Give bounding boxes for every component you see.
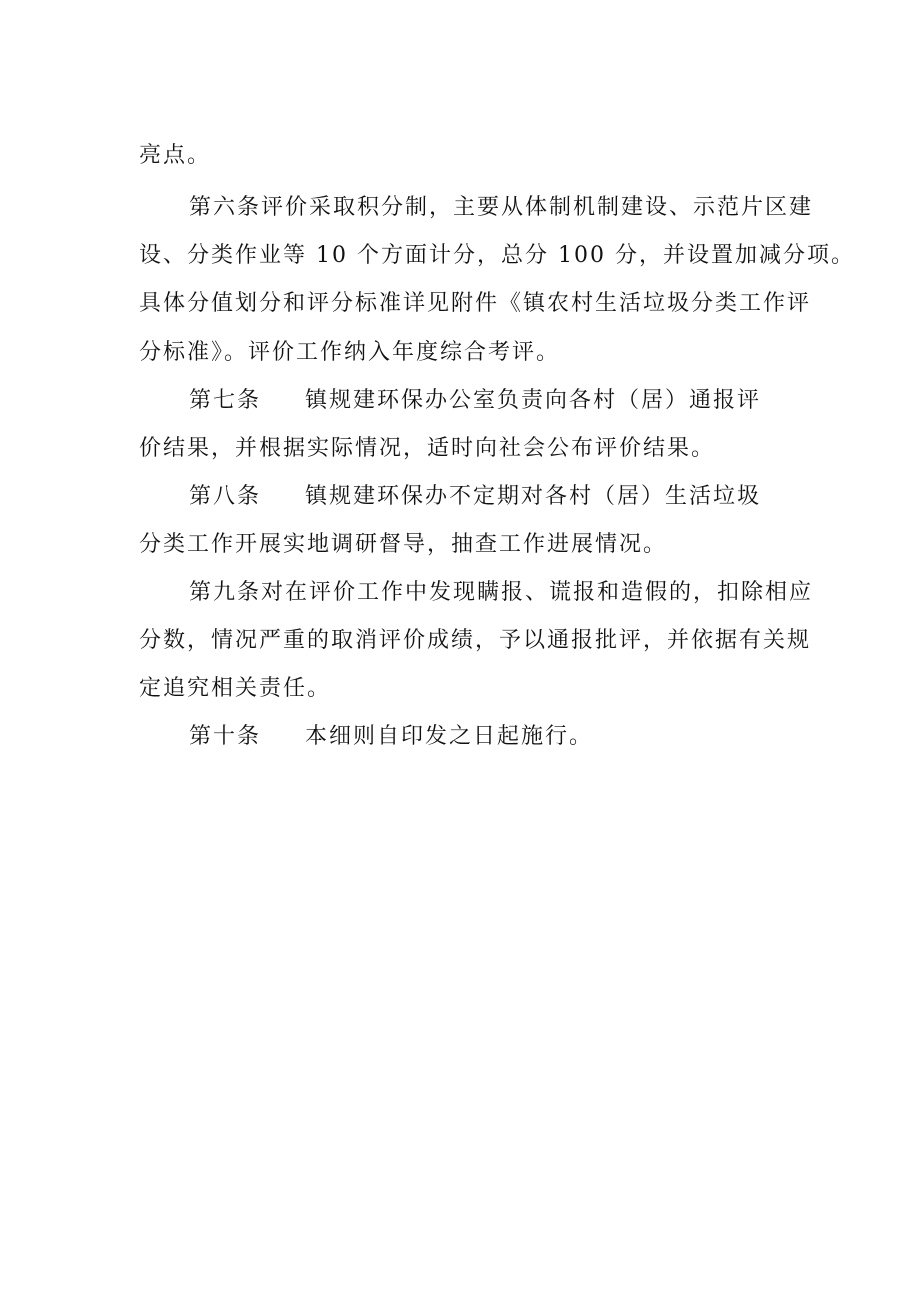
article-7-text: 镇规建环保办公室负责向各村（居）通报评 (305, 388, 762, 413)
article-7-line-2: 价结果，并根据实际情况，适时向社会公布评价结果。 (139, 436, 716, 461)
article-9-line-1: 第九条对在评价工作中发现瞒报、谎报和造假的，扣除相应 (189, 580, 814, 605)
article-10-heading: 第十条 (189, 724, 262, 749)
article-7-heading: 第七条 (189, 388, 262, 413)
article-6-line-2: 设、分类作业等 10 个方面计分，总分 100 分，并设置加减分项。 (139, 243, 855, 268)
article-8-line-2: 分类工作开展实地调研督导，抽查工作进展情况。 (139, 532, 668, 557)
article-6-line-1: 第六条评价采取积分制，主要从体制机制建设、示范片区建 (189, 195, 814, 220)
article-10-line-1 (189, 724, 593, 750)
article-8-heading: 第八条 (189, 484, 262, 509)
paragraph-line: 亮点。 (139, 143, 212, 168)
article-8-text: 镇规建环保办不定期对各村（居）生活垃圾 (305, 484, 762, 509)
article-10-text: 本细则自印发之日起施行。 (305, 724, 594, 749)
article-7-line-1 (189, 388, 761, 414)
article-8-line-1 (189, 484, 761, 510)
article-6-line-3: 具体分值划分和评分标准详见附件《镇农村生活垃圾分类工作评 (139, 291, 812, 316)
article-9-line-2: 分数，情况严重的取消评价成绩，予以通报批评，并依据有关规 (139, 628, 812, 653)
article-6-line-4: 分标准》。评价工作纳入年度综合考评。 (139, 340, 561, 365)
article-9-line-3: 定追究相关责任。 (139, 676, 332, 701)
